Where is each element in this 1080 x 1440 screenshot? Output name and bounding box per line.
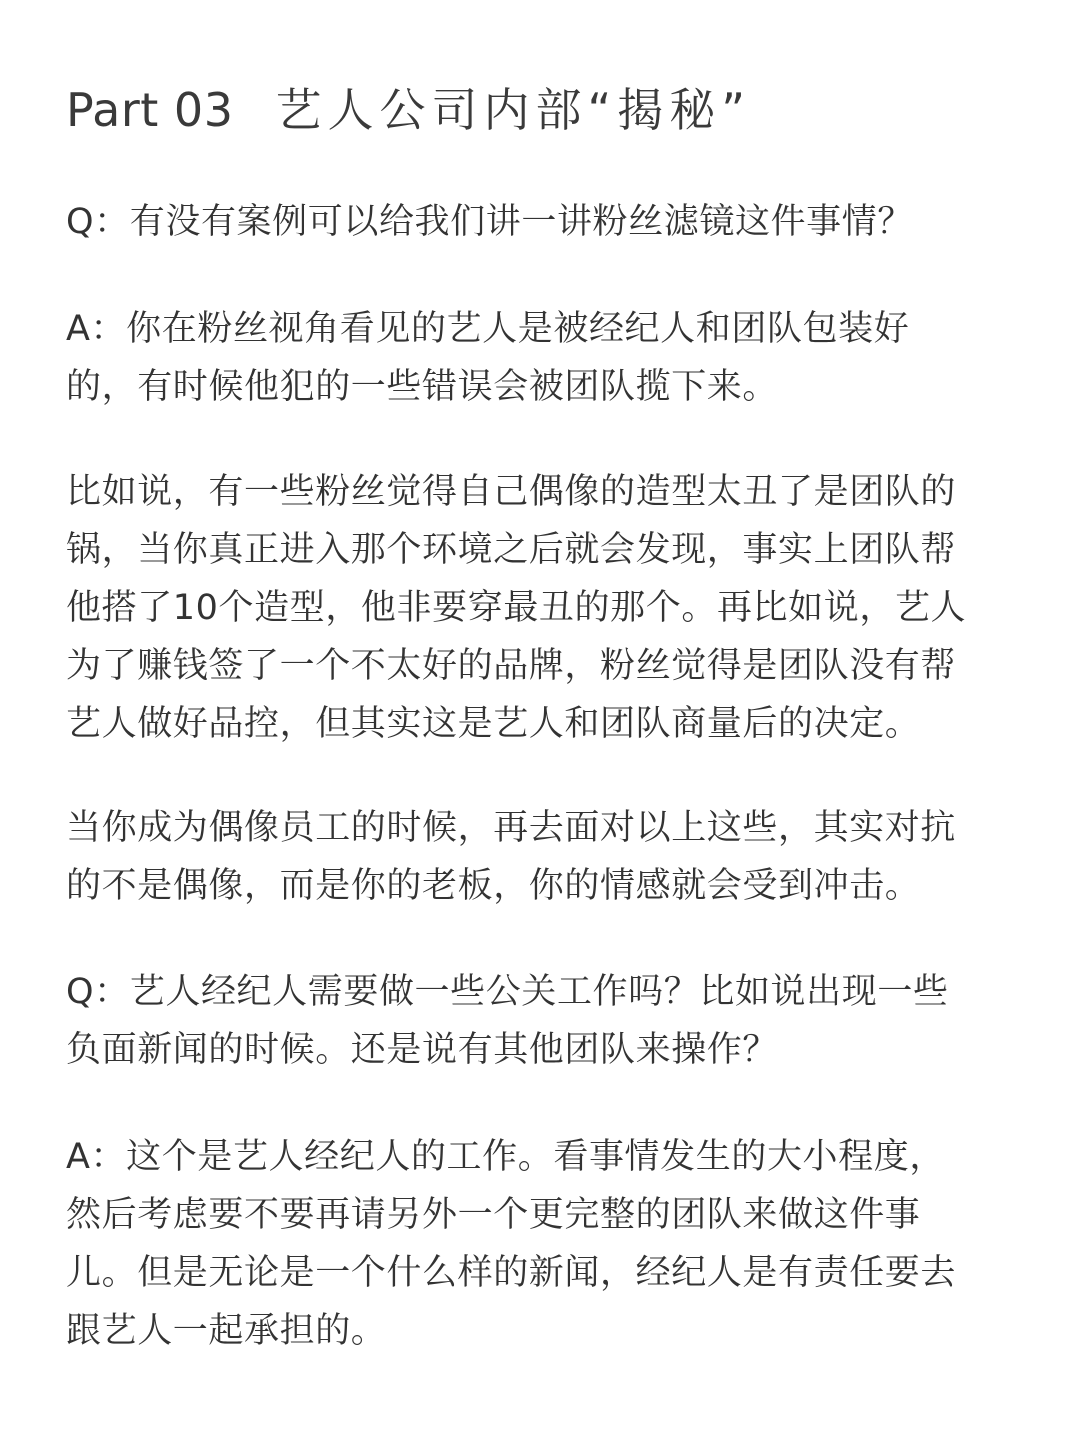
body-paragraph: [66, 463, 1026, 753]
text-line: 的，有时候他犯的一些错误会被团队揽下来。: [66, 367, 779, 407]
body-paragraph: [66, 799, 1026, 915]
text-line: Q：有没有案例可以给我们讲一讲粉丝滤镜这件事情？: [66, 202, 913, 242]
text-line: 当你成为偶像员工的时候，再去面对以上这些，其实对抗: [66, 808, 957, 848]
answer-paragraph: [66, 1128, 1026, 1360]
text-line: 的不是偶像，而是你的老板，你的情感就会受到冲击。: [66, 866, 921, 906]
text-line: 儿。但是无论是一个什么样的新闻，经纪人是有责任要去: [66, 1253, 957, 1293]
text-line: 负面新闻的时候。还是说有其他团队来操作？: [66, 1030, 779, 1070]
text-line: Q：艺人经纪人需要做一些公关工作吗？比如说出现一些: [66, 972, 949, 1012]
text-line: A：这个是艺人经纪人的工作。看事情发生的大小程度，: [66, 1137, 945, 1177]
question-paragraph: [66, 193, 1026, 251]
text-line: 艺人做好品控，但其实这是艺人和团队商量后的决定。: [66, 704, 921, 744]
text-line: 他搭了10个造型，他非要穿最丑的那个。再比如说，艺人: [66, 588, 967, 628]
page-title: [66, 82, 751, 138]
question-paragraph: [66, 963, 1026, 1079]
text-line: 比如说，有一些粉丝觉得自己偶像的造型太丑了是团队的: [66, 472, 957, 512]
text-line: 锅，当你真正进入那个环境之后就会发现，事实上团队帮: [66, 530, 957, 570]
section-title: 艺人公司内部“揭秘”: [275, 83, 752, 137]
text-line: 然后考虑要不要再请另外一个更完整的团队来做这件事: [66, 1195, 921, 1235]
text-line: A：你在粉丝视角看见的艺人是被经纪人和团队包装好: [66, 309, 910, 349]
answer-paragraph: [66, 300, 1026, 416]
text-line: 跟艺人一起承担的。: [66, 1311, 387, 1351]
part-number: Part 03: [66, 83, 234, 137]
text-line: 为了赚钱签了一个不太好的品牌，粉丝觉得是团队没有帮: [66, 646, 957, 686]
